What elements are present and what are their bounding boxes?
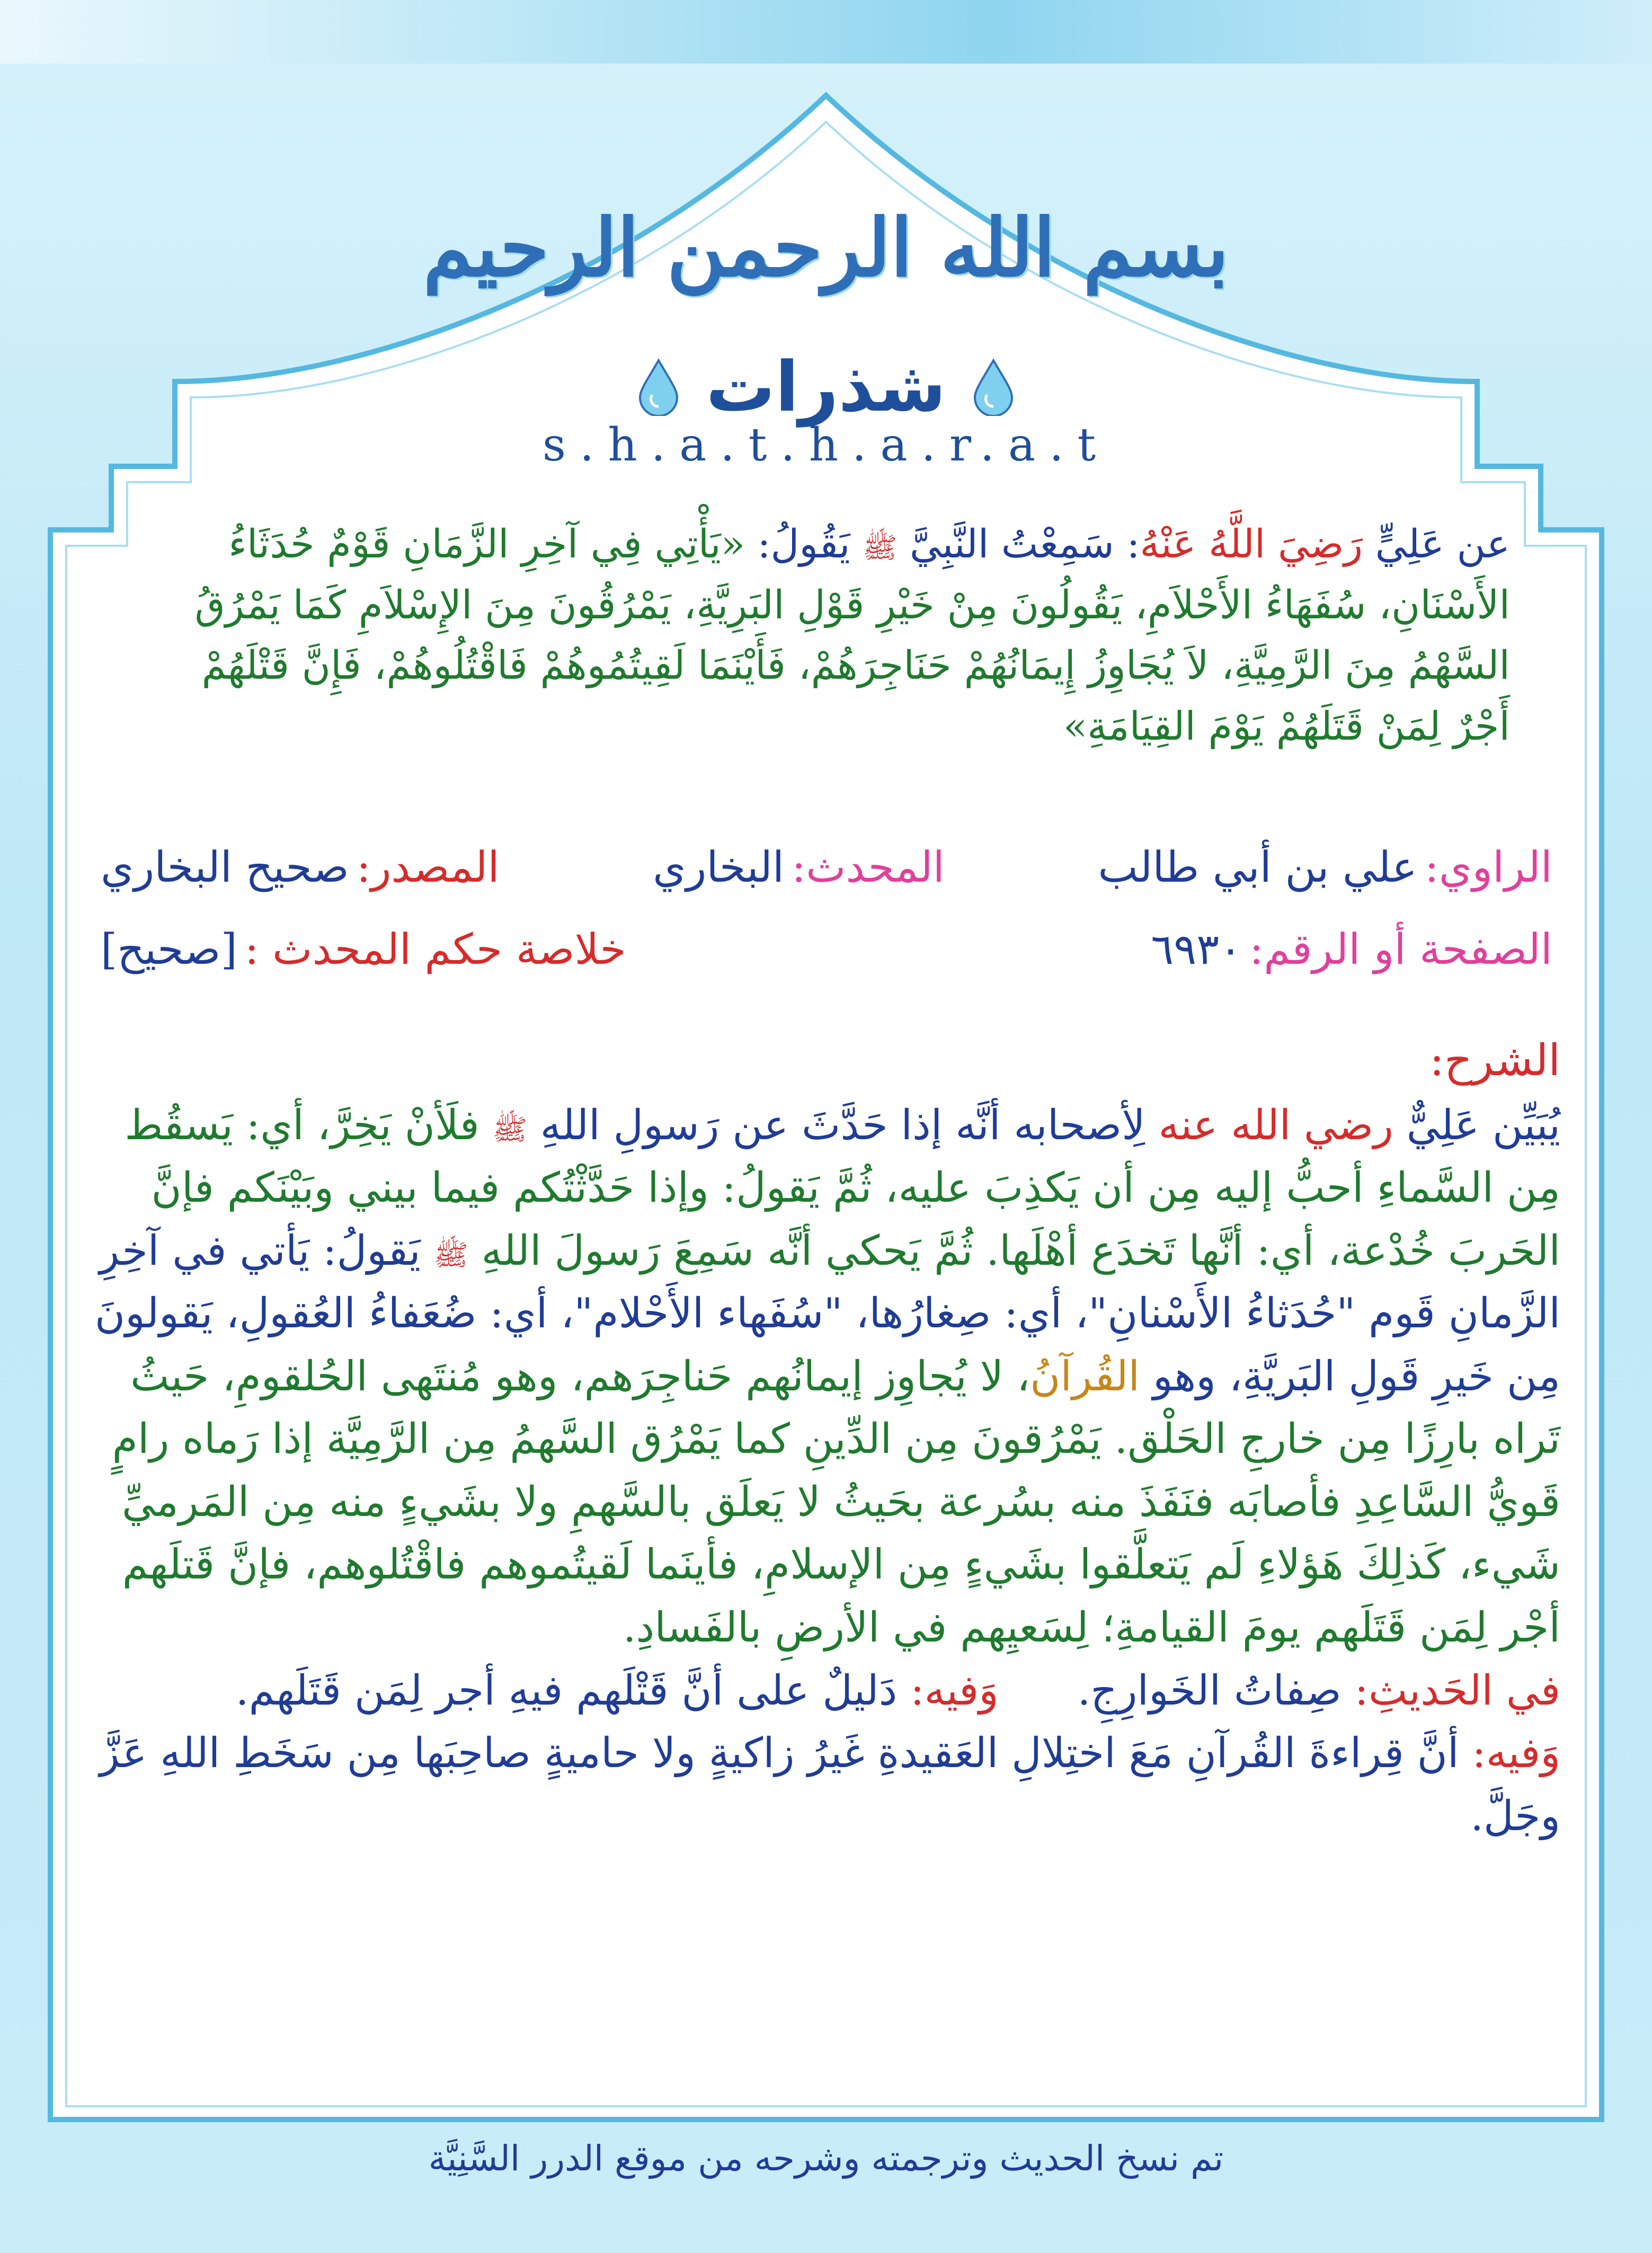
brand-latin: s.h.a.t.h.a.r.a.t (542, 419, 1110, 472)
narrator-value: علي بن أبي طالب (1098, 842, 1417, 892)
muhaddith-value: البخاري (653, 842, 785, 892)
meta-narrator (1098, 842, 1552, 892)
expl-p4-label: وَفيه: (1472, 1729, 1560, 1778)
hadith-radi: رَضِيَ اللَّهُ عَنْهُ (1140, 521, 1363, 567)
basmala-heading: بسم الله الرحمن الرحيم (423, 201, 1229, 295)
muhaddith-label: المحدث: (792, 842, 945, 892)
ruling-label: خلاصة حكم المحدث : (244, 925, 626, 974)
expl-p4-value: أنَّ قِراءةَ القُرآنِ مَعَ اختِلالِ العَقيدةِ غَيرُ زاكيةٍ ولا حاميةٍ صاحِبَها مِن سَخَطِ اللهِ عَزَّ وجَلَّ. (99, 1729, 1560, 1840)
hadith-heard: : سَمِعْتُ النَّبِيَّ (909, 521, 1140, 567)
pbuh-glyph: ﷺ (863, 531, 898, 564)
meta-page (1151, 925, 1552, 974)
water-drop-icon (637, 358, 680, 416)
hadith-body: «يَأْتِي فِي آخِرِ الزَّمَانِ قَوْمٌ حُدَثَاءُ الأَسْنَانِ، سُفَهَاءُ الأَحْلاَمِ، يَقُولُونَ مِنْ خَيْرِ قَوْلِ البَرِيَّةِ، يَمْرُقُونَ مِنَ الإِسْلاَمِ كَمَا يَمْرُقُ السَّهْمُ مِنَ الرَّمِيَّةِ، لاَ يُجَاوِزُ إِيمَانُهُمْ حَنَاجِرَهُمْ، فَأَيْنَمَا لَقِيتُمُوهُمْ فَاقْتُلُوهُمْ، فَإِنَّ قَتْلَهُمْ أَجْرٌ لِمَنْ قَتَلَهُمْ يَوْمَ القِيَامَةِ» (194, 521, 1510, 750)
expl-p2-value: صِفاتُ الخَوارِجِ. (1077, 1666, 1342, 1715)
expl-p1-quran: القُرآنُ (1030, 1352, 1140, 1400)
narrator-label: الراوي: (1424, 842, 1552, 892)
explanation-paragraph-1 (93, 1094, 1560, 1660)
meta-row-2 (101, 925, 1552, 974)
expl-p1-c: لِأصحابه أنَّه إذا حَدَّثَ عن رَسولِ اللهِ (540, 1101, 1145, 1149)
source-value: صحيح البخاري (101, 842, 349, 892)
meta-source (101, 842, 500, 892)
explanation-paragraph-2 (93, 1660, 1560, 1723)
explanation-paragraph-3 (93, 1722, 1560, 1848)
page-label: الصفحة أو الرقم: (1249, 925, 1552, 974)
expl-p3-value: دَليلٌ على أنَّ قَتْلَهم فيهِ أجر لِمَن قَتَلَهم. (235, 1666, 898, 1715)
expl-p1-d: فلَأنْ يَخِرَّ، أي: يَسقُط مِن السَّماءِ أحبُّ إليه مِن أن يَكذِبَ عليه، ثُمَّ يَقولُ: وإذا حَدَّثْتُكم فيما بيني وبَيْنَكم فإنَّ الحَربَ خُدْعة، أي: أنَّها تَخدَع أهْلَها. ثُمَّ يَحكي أنَّه سَمِعَ رَسولَ اللهِ (125, 1101, 1560, 1275)
hadith-text (159, 514, 1510, 757)
page-value: ٦٩٣٠ (1151, 925, 1242, 974)
meta-ruling (101, 925, 626, 974)
source-label: المصدر: (356, 842, 500, 892)
meta-row-1 (101, 842, 1552, 892)
expl-p3-label: وَفيه: (910, 1666, 999, 1715)
footer-credit: تم نسخ الحديث وترجمته وشرحه من موقع الدرر السَّنِيَّة (428, 2138, 1224, 2179)
brand-arabic: شذرات (706, 347, 946, 427)
meta-muhaddith (653, 842, 945, 892)
explanation-section (93, 1028, 1560, 1848)
brand-row (0, 344, 1652, 429)
hadith-narrator-intro: عن عَلِيٍّ (1375, 521, 1510, 567)
pbuh-glyph: ﷺ (433, 1238, 468, 1272)
pbuh-glyph: ﷺ (492, 1112, 527, 1146)
expl-p1-a: يُبَيِّن عَلِيٌّ (1406, 1101, 1560, 1149)
expl-p2-label: في الحَديثِ: (1354, 1666, 1560, 1715)
water-drop-icon (972, 358, 1015, 416)
expl-p1-b: رضي الله عنه (1158, 1101, 1393, 1149)
hadith-says: يَقُولُ: (745, 521, 850, 567)
explanation-title: الشرح: (1429, 1035, 1560, 1086)
expl-p1-e: يَقولُ: يَأتي في آخِرِ الزَّمانِ قَوم "حُدَثاءُ الأَسْنانِ"، أي: صِغارُها، "سُفَهاء الأَحْلام"، أي: ضُعَفاءُ العُقولِ، يَقولونَ مِن خَيرِ قَولِ البَريَّةِ، وهو (94, 1227, 1560, 1400)
ruling-value: [صحيح] (101, 925, 237, 974)
expl-p1-f: ، لا يُجاوِز إيمانُهم حَناجِرَهم، وهو مُنتَهى الحُلقومِ، حَيثُ تَراه بارِزًا مِن خارجِ الحَلْق. يَمْرُقونَ مِن الدِّينِ كما يَمْرُق السَّهمُ مِن الرَّمِيَّة إذا رَماه رامٍ قَويُّ السَّاعِدِ فأصابَه فنَفَذَ منه بسُرعة بحَيثُ لا يَعلَق بالسَّهمِ ولا بشَيءٍ منه مِن المَرميِّ شَيء، كَذلِكَ هَؤلاءِ لَم يَتعلَّقوا بشَيءٍ مِن الإسلامِ، فأينَما لَقيتُموهم فاقْتُلوهم، فإنَّ قَتلَهم أجْر لِمَن قَتَلَهم يومَ القيامةِ؛ لِسَعيِهم في الأرضِ بالفَسادِ. (112, 1352, 1560, 1652)
